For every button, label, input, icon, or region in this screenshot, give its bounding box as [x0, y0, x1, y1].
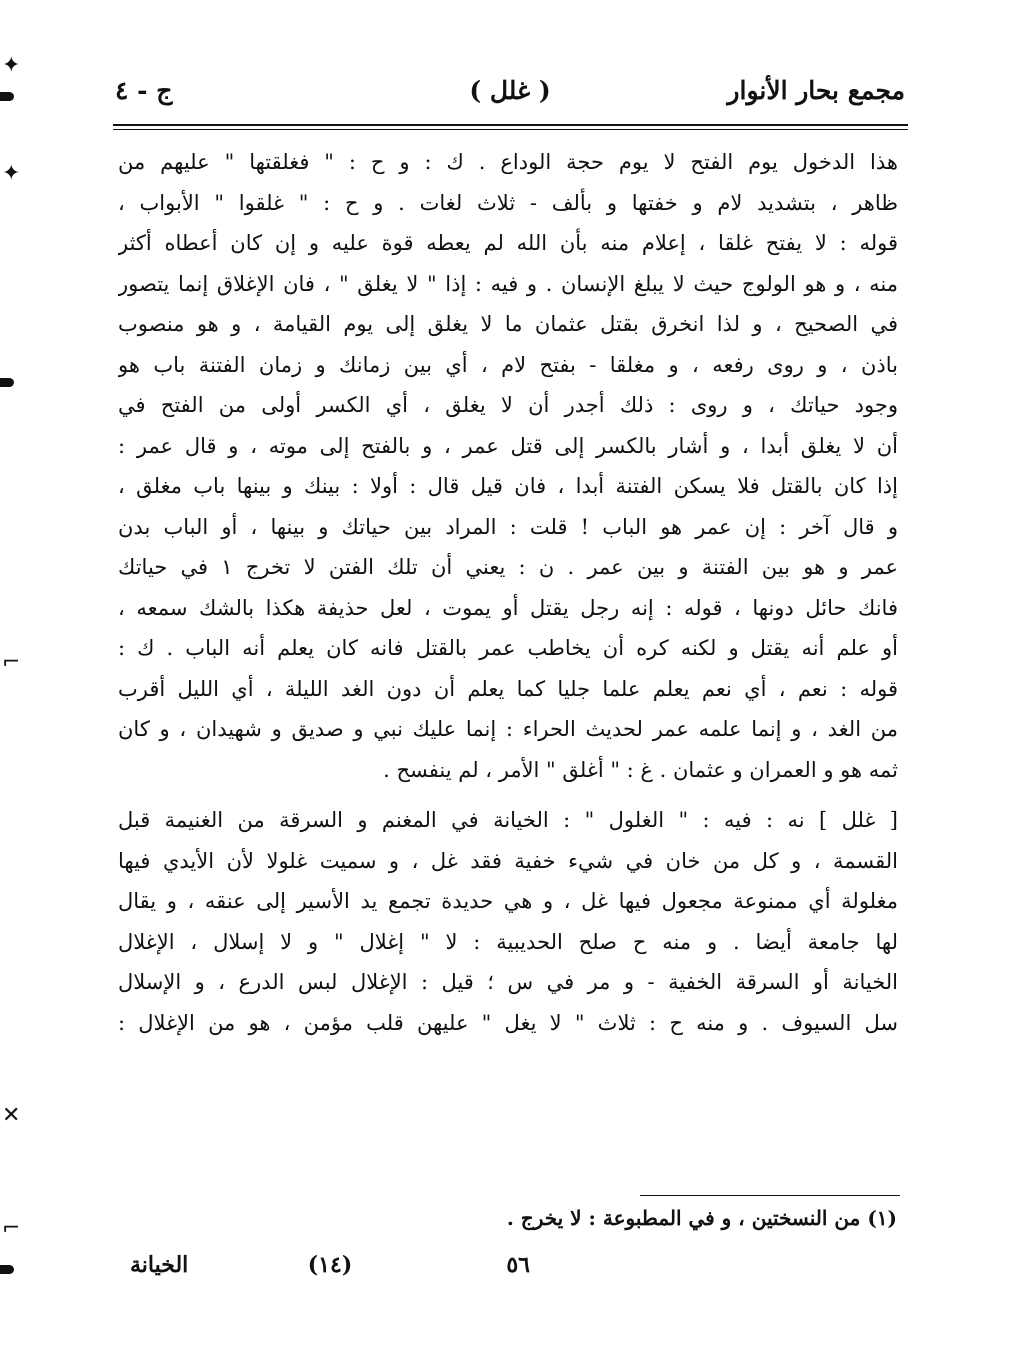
text-line: ظاهر ، بتشديد لام و خفتها و بألف - ثلاث لغات . و ح : " غلقوا " الأبواب ،: [118, 190, 898, 215]
signature-mark: (١٤): [307, 1252, 353, 1278]
running-header: [115, 72, 905, 116]
catchword: الخيانة: [130, 1252, 189, 1278]
text-line: وجود حياتك ، و روى : ذلك أجدر أن لا يغلق ، أي الكسر أولى من الفتح في: [118, 393, 898, 417]
volume-number: ج - ٤: [115, 76, 173, 105]
margin-ink-blot: [0, 1265, 14, 1274]
page-footer: [130, 1252, 530, 1292]
text-line: القسمة ، و كل من خان في شيء خفية فقد غل ، و سميت غلولا لأن الأيدي فيها: [118, 848, 898, 873]
margin-ink-blot: [0, 92, 14, 101]
paragraph: [118, 800, 898, 1043]
book-title: مجمع بحار الأنوار: [727, 76, 905, 105]
text-line: عمر و هو بين الفتنة و بين عمر . ن : يعني أن تلك الفتن لا تخرج ١ في حياتك: [118, 555, 898, 579]
header-rule: [113, 124, 908, 126]
text-line: فانك حائل دونها ، قوله : إنه رجل يقتل أو يموت ، لعل حذيفة هكذا بالشك سمعه ،: [118, 595, 898, 620]
text-line: لها جامعة أيضا . و منه ح صلح الحديبية : لا " إغلال " و لا إسلال ، الإغلال: [118, 929, 898, 954]
margin-tick-mark: ⌐: [2, 650, 21, 675]
page-number: ٥٦: [506, 1252, 530, 1278]
text-line: ثمه هو و العمران و عثمان . غ : " أغلق " الأمر ، لم ينفسح .: [383, 757, 898, 782]
text-line: قوله : لا يفتح غلقا ، إعلام منه بأن الله لم يعطه قوة عليه و إن كان أعطاه أكثر: [118, 231, 898, 255]
footnote-rule: [640, 1195, 900, 1196]
text-line: الخيانة أو السرقة الخفية - و مر في س ؛ قيل : الإغلال لبس الدرع ، و الإسلال: [118, 970, 898, 994]
paragraph: [118, 142, 898, 790]
text-line: مغلولة أي ممنوعة مجعول فيها غل ، و هي حديدة تجمع يد الأسير إلى عنقه ، و يقال: [118, 889, 898, 913]
text-line: قوله : نعم ، أي نعم يعلم علما جليا كما يعلم أن دون الغد الليلة ، أي الليل أقرب: [118, 676, 898, 701]
text-line: منه ، و هو الولوج حيث لا يبلغ الإنسان . و فيه : إذا " لا يغلق " ، فان الإغلاق إنما يتصور: [118, 271, 898, 296]
body-text: [118, 142, 898, 1043]
margin-star-mark: ✦: [2, 161, 21, 186]
text-line: إذا كان بالقتل فلا يسكن الفتنة أبدا ، فان قيل قال : أولا : بينك و بينها باب مغلق ،: [118, 474, 898, 498]
footnote: (١) من النسختين ، و في المطبوعة : لا يخرج .: [506, 1206, 897, 1230]
text-line: أو علم أنه يقتل و لكنه كره أن يخاطب عمر بالقتل فانه كان يعلم أنه الباب . ك :: [118, 636, 898, 660]
margin-tick-mark: ⌐: [2, 1216, 21, 1241]
text-line: في الصحيح ، و لذا انخرق بقتل عثمان ما لا يغلق إلى يوم القيامة ، و هو منصوب: [118, 312, 898, 336]
text-line: أن لا يغلق أبدا ، و أشار بالكسر إلى قتل عمر ، و بالفتح إلى موته ، و قال عمر :: [118, 433, 898, 458]
text-line: باذن ، و روى رفعه ، و مغلقا - بفتح لام ، أي بين زمانك و زمان الفتنة باب هو: [118, 352, 898, 377]
margin-ink-blot: [0, 378, 14, 387]
text-line: هذا الدخول يوم الفتح لا يوم حجة الوداع . ك : و ح : " فغلقتها " عليهم من: [118, 150, 898, 174]
text-line: من الغد ، و إنما علمه عمر لحديث الحراء : إنما عليك نبي و صديق و شهيدان ، و كان: [118, 717, 898, 741]
text-line: و قال آخر : إن عمر هو الباب ! قلت : المراد بين حياتك و بينها ، أو الباب بدن: [118, 514, 898, 539]
text-line: [ غلل ] نه : فيه : " الغلول " : الخيانة في المغنم و السرقة من الغنيمة قبل: [118, 808, 898, 832]
margin-star-mark: ✦: [2, 53, 21, 78]
header-rule-thin: [113, 129, 908, 130]
section-heading: ( غلل ): [469, 76, 551, 105]
margin-cross-mark: ✕: [2, 1103, 21, 1128]
text-line: سل السيوف . و منه ح : ثلاث " لا يغل " عليهن قلب مؤمن ، هو من الإغلال :: [118, 1010, 898, 1035]
